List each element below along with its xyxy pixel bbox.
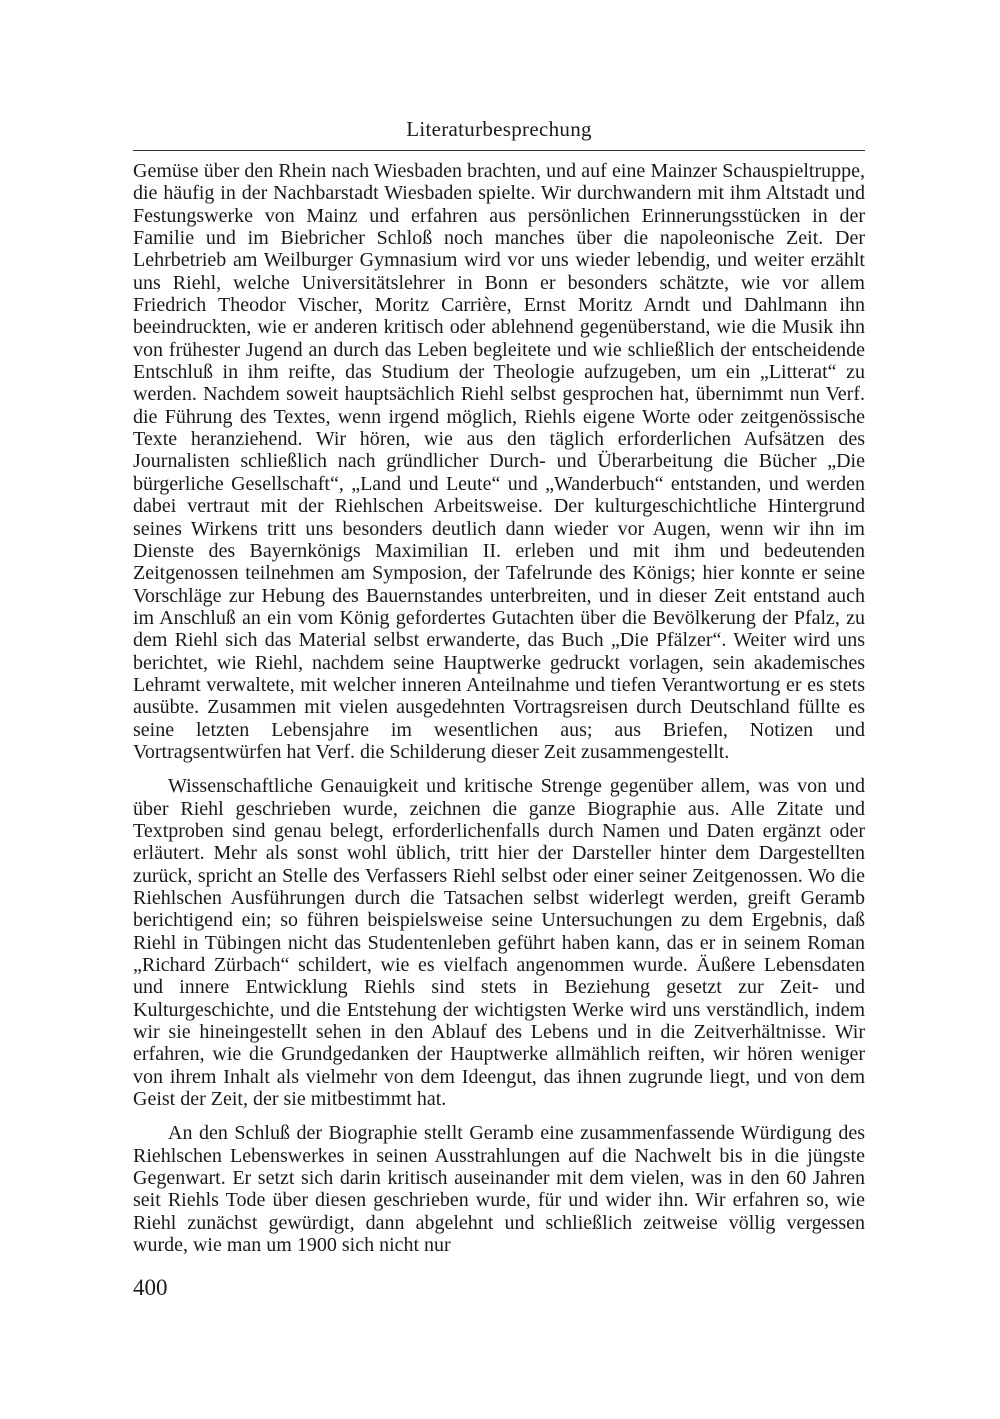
header-rule — [133, 150, 865, 151]
running-head: Literaturbesprechung — [406, 117, 592, 141]
body-text — [133, 160, 865, 1257]
paragraph: Wissenschaftliche Genauigkeit und kritische Strenge gegenüber allem, was von und über Riehl geschrieben wurde, zeichnen die ganze Biographie aus. Alle Zitate und Textproben sind genau belegt, erforderlichenfalls durch Namen und Daten ergänzt oder erläutert. Mehr als sonst wohl üblich, tritt hier der Darsteller hinter dem Dargestellten zurück, spricht an Stelle des Verfassers Riehl selbst oder einer seiner Zeitgenossen. Wo die Riehlschen Ausführungen durch die Tatsachen selbst widerlegt werden, greift Geramb berichtigend ein; so führen beispielsweise seine Untersuchungen zu dem Ergebnis, daß Riehl in Tübingen nicht das Studentenleben geführt haben kann, das er in seinem Roman „Richard Zürbach“ schildert, wie es vielfach angenommen wurde. Äußere Lebensdaten und innere Entwicklung Riehls sind stets in Beziehung gesetzt zur Zeit- und Kulturgeschichte, und die Entstehung der wichtigsten Werke wird uns verständlich, indem wir sie hineingestellt sehen in den Ablauf des Lebens und in die Zeitverhältnisse. Wir erfahren, wie die Grundgedanken der Hauptwerke allmählich reiften, wir hören weniger von ihrem Inhalt als vielmehr von dem Ideengut, das ihnen zugrunde liegt, und von dem Geist der Zeit, der sie mitbestimmt hat. — [133, 775, 865, 1111]
paragraph: Gemüse über den Rhein nach Wiesbaden brachten, und auf eine Mainzer Schauspieltruppe, die häufig in der Nachbarstadt Wiesbaden spielte. Wir durchwandern mit ihm Altstadt und Festungswerke von Mainz und erfahren aus persönlichen Erinnerungsstücken in der Familie und im Biebricher Schloß noch manches über die napoleonische Zeit. Der Lehrbetrieb am Weilburger Gymnasium wird vor uns wieder lebendig, und weiter erzählt uns Riehl, welche Universitätslehrer in Bonn er besonders schätzte, wie vor allem Friedrich Theodor Vischer, Moritz Carrière, Ernst Moritz Arndt und Dahlmann ihn beeindruckten, wie er anderen kritisch oder ablehnend gegenüberstand, wie die Musik ihn von frühester Jugend an durch das Leben begleitete und wie schließlich der entscheidende Entschluß in ihm reifte, das Studium der Theologie aufzugeben, um ein „Litterat“ zu werden. Nachdem soweit hauptsächlich Riehl selbst gesprochen hat, übernimmt nun Verf. die Führung des Textes, wenn irgend möglich, Riehls eigene Worte oder zeitgenössische Texte heranziehend. Wir hören, wie aus den täglich erforderlichen Aufsätzen des Journalisten schließlich nach gründlicher Durch- und Überarbeitung die Bücher „Die bürgerliche Gesellschaft“, „Land und Leute“ und „Wanderbuch“ entstanden, und werden dabei vertraut mit der Riehlschen Arbeitsweise. Der kulturgeschichtliche Hintergrund seines Wirkens tritt uns besonders deutlich dann wieder vor Augen, wenn wir ihn im Dienste des Bayernkönigs Maximilian II. erleben und mit ihm und bedeutenden Zeitgenossen teilnehmen am Symposion, der Tafelrunde des Königs; hier konnte er seine Vorschläge zur Hebung des Bauernstandes unterbreiten, und in dieser Zeit entstand auch im Anschluß an ein vom König gefordertes Gutachten über die Bevölkerung der Pfalz, zu dem Riehl sich das Material selbst erwanderte, das Buch „Die Pfälzer“. Weiter wird uns berichtet, wie Riehl, nachdem seine Hauptwerke gedruckt vorlagen, sein akademisches Lehramt verwaltete, mit welcher inneren Anteilnahme und tiefen Verantwortung er es stets ausübte. Zusammen mit vielen ausgedehnten Vortragsreisen durch Deutschland füllte es seine letzten Lebensjahre im wesentlichen aus; aus Briefen, Notizen und Vortragsentwürfen hat Verf. die Schilderung dieser Zeit zusammengestellt. — [133, 160, 865, 763]
paragraph: An den Schluß der Biographie stellt Geramb eine zusammenfassende Würdigung des Riehlschen Lebenswerkes in seinen Ausstrahlungen auf die Nachwelt bis in die jüngste Gegenwart. Er setzt sich darin kritisch auseinander mit dem vielen, was in den 60 Jahren seit Riehls Tode über diesen geschrieben wurde, für und wider ihn. Wir erfahren so, wie Riehl zunächst gewürdigt, dann abgelehnt und schließlich zeitweise völlig vergessen wurde, wie man um 1900 sich nicht nur — [133, 1122, 865, 1257]
page-number: 400 — [133, 1275, 168, 1300]
